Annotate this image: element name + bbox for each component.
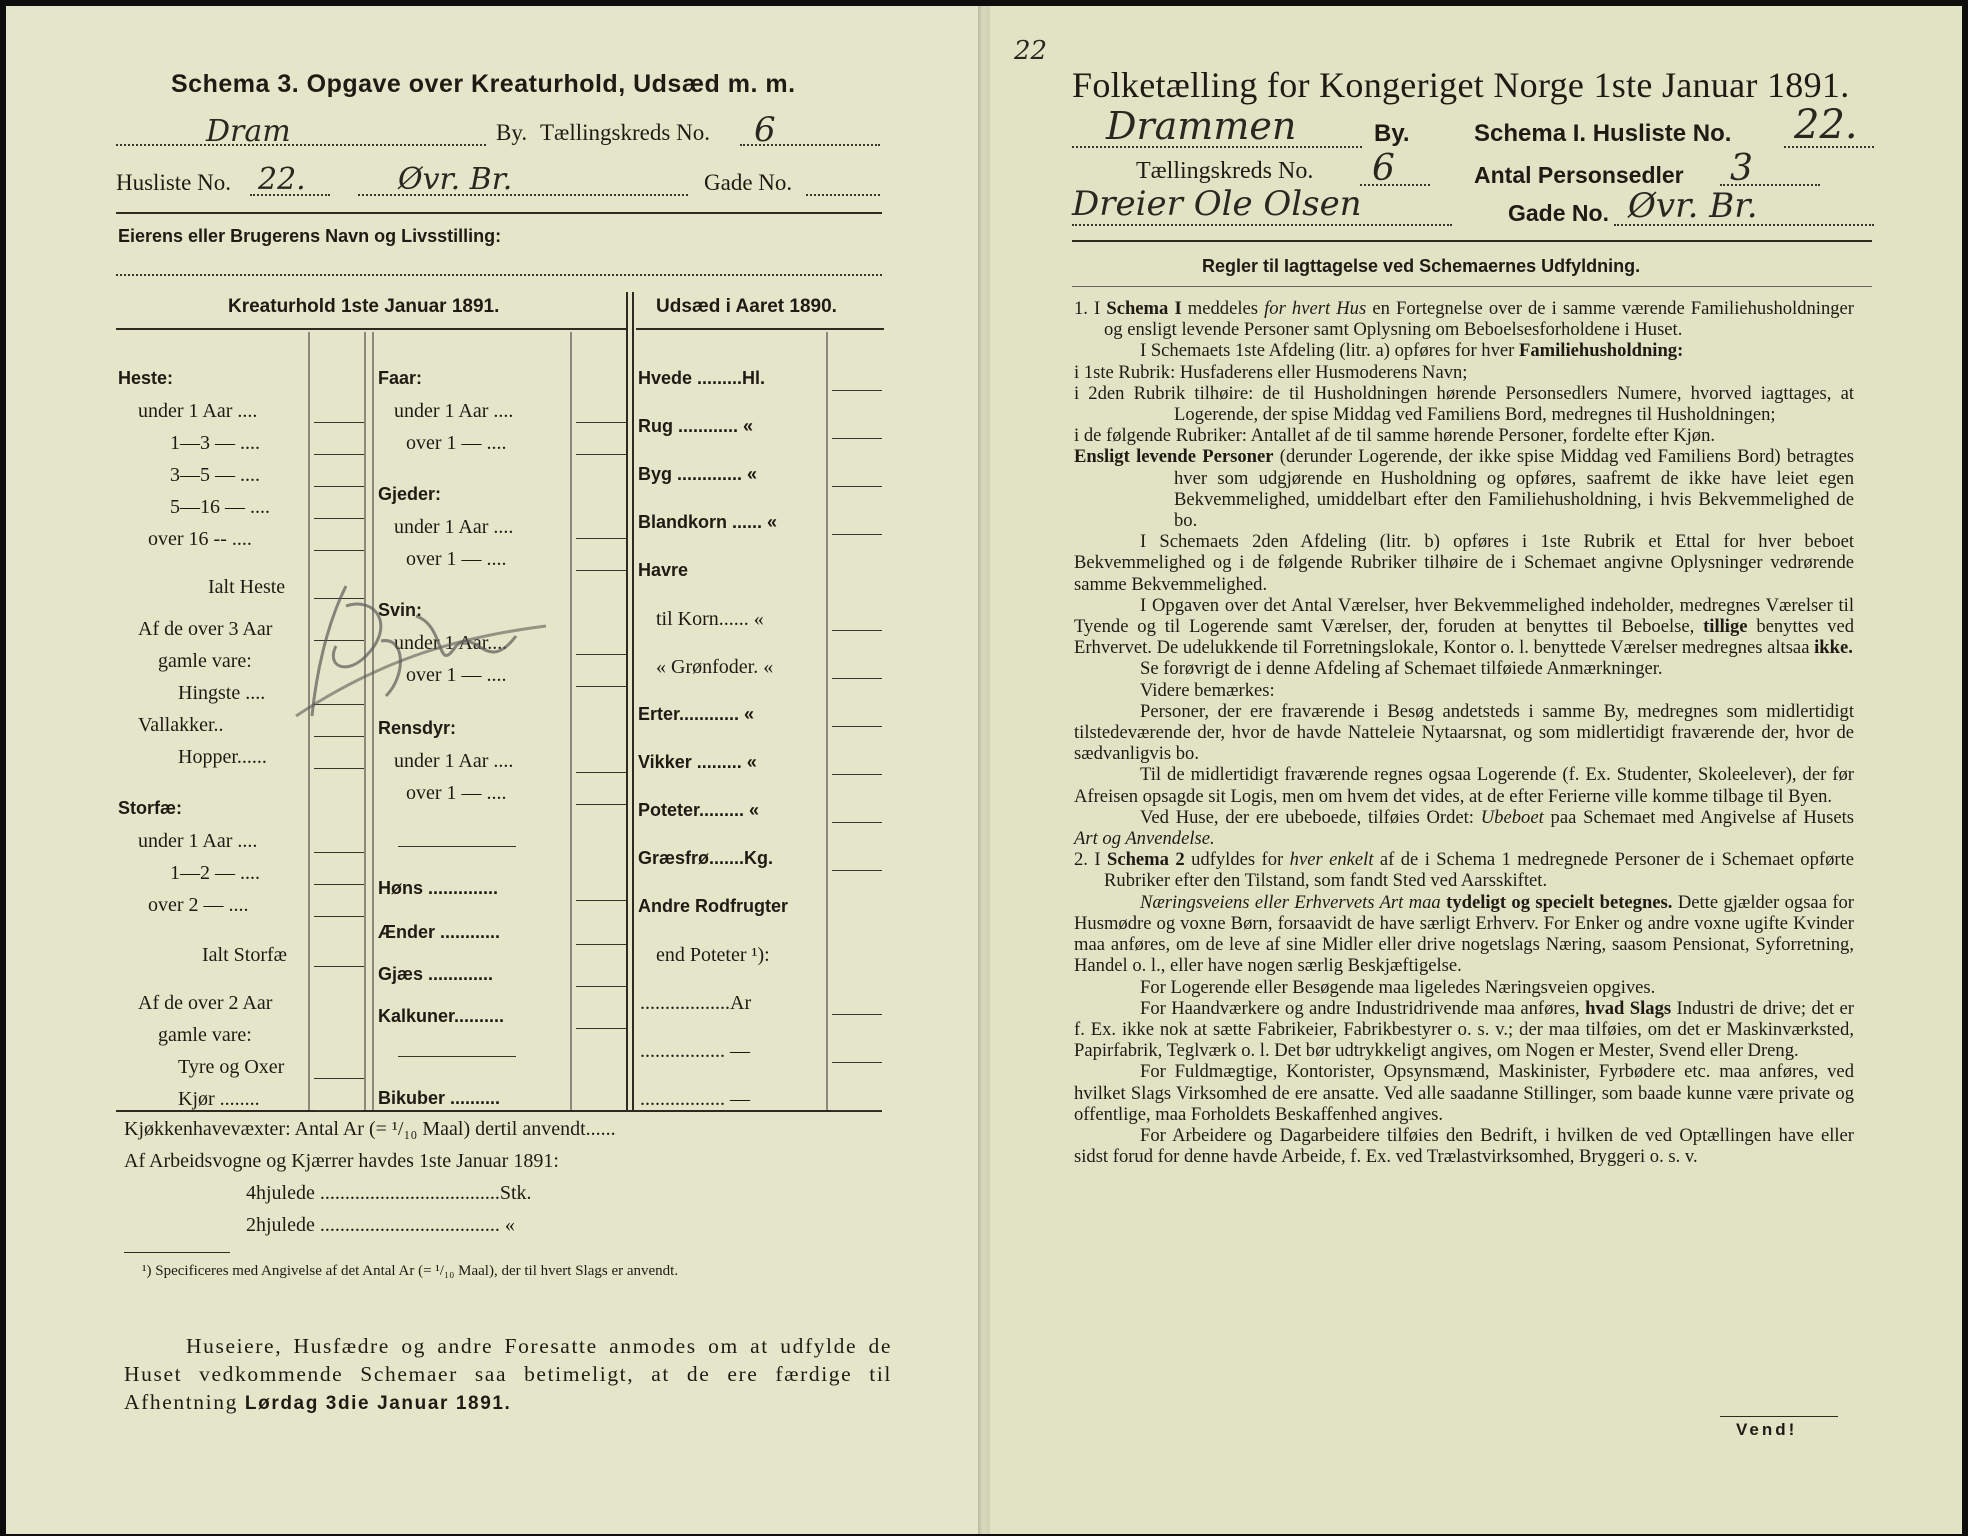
col2-row: Gjeder:: [378, 484, 442, 504]
rules-title: Regler til Iagttagelse ved Schemaernes Udfyldning.: [1202, 256, 1641, 276]
right-page-schema-1: [984, 6, 1962, 1534]
by-value: Dram: [206, 114, 291, 149]
col2-row: Gjæs .............: [378, 964, 494, 984]
col1-row: under 1 Aar ....: [138, 400, 258, 422]
col1-row: 1—3 — ....: [170, 432, 260, 454]
page-fold: [978, 6, 990, 1534]
col1-row: Ialt Heste: [208, 576, 286, 598]
by-label-right: By.: [1374, 120, 1410, 147]
col2-row: under 1 Aar ....: [394, 750, 514, 772]
col1-row: Af de over 2 Aar: [138, 992, 273, 1014]
col2-row: under 1 Aar ....: [394, 516, 514, 538]
col1-row: over 2 — ....: [148, 894, 249, 916]
col3-row: ................. —: [640, 1040, 750, 1062]
col1-row: 5—16 — ....: [170, 496, 270, 518]
city-value: Drammen: [1106, 104, 1297, 148]
col3-row: Havre: [638, 560, 689, 580]
col3-row: Græsfrø.......Kg.: [638, 848, 774, 868]
col1-row: Ialt Storfæ: [202, 944, 287, 966]
kreaturhold-header: Kreaturhold 1ste Januar 1891.: [228, 296, 500, 317]
closing-notice: Huseiere, Husfædre og andre Foresatte anmodes om at udfylde de Huset vedkommende Schemaer saa betimeligt, at de ere færdige til Afhentning Lørdag 3die Januar 1891.: [124, 1334, 892, 1414]
col2-row: Bikuber ..........: [378, 1088, 501, 1108]
col2-row: over 1 — ....: [406, 664, 507, 686]
col1-row: Vallakker..: [138, 714, 224, 736]
col2-row: Svin:: [378, 600, 423, 620]
husliste-label: Husliste No.: [116, 170, 231, 195]
kreds-value-right: 6: [1372, 148, 1395, 189]
udsaed-header: Udsæd i Aaret 1890.: [656, 296, 837, 317]
gade-label: Gade No.: [704, 170, 793, 195]
page-mark: 22: [1014, 36, 1048, 66]
owner-label: Eierens eller Brugerens Navn og Livsstilling:: [118, 226, 502, 246]
col1-row: Kjør ........: [178, 1088, 260, 1110]
col2-row: Kalkuner..........: [378, 1006, 505, 1026]
footnote: ¹) Specificeres med Angivelse af det Antal Ar (= ¹/₁₀ Maal), der til hvert Slags er anvendt.: [142, 1263, 679, 1279]
gade-value-right: Øvr. Br.: [1628, 186, 1758, 226]
col1-row: 3—5 — ....: [170, 464, 260, 486]
col3-row: ................. —: [640, 1088, 750, 1110]
kjokkenhave-line: Kjøkkenhavevæxter: Antal Ar (= ¹/₁₀ Maal) dertil anvendt......: [124, 1118, 616, 1140]
by-label: By.: [496, 120, 528, 145]
street-value: Øvr. Br.: [398, 162, 513, 197]
col2-row: Høns ..............: [378, 878, 499, 898]
gade-label-right: Gade No.: [1508, 200, 1609, 226]
col1-row: gamle vare:: [158, 1024, 252, 1046]
rules-body: 1. I Schema I meddeles for hvert Hus en Fortegnelse over de i samme værende Familiehusholdninger og ensligt levende Personer samt Oplysning om Beboelsesforholdene i Huset. I Schemaets 1ste Afdeling (litr. a) opføres for hver Familiehusholdning: i 1ste Rubrik: Husfaderens eller Husmoderens Navn; i 2den Rubrik tilhøire: de til Husholdningen hørende Personsedlers Numere, hvorved iagttages, at Logerende, der spise Middag ved Familiens Bord, medregnes til Husholdningen; i de følgende Rubriker: Antallet af de til samme hørende Personer, fordelte efter Kjøn. Ensligt levende Personer (derunder Logerende, der ikke spise Middag ved Familiens Bord) betragtes hver som udgjørende en Husholdning og opføres, saafremt de ikke have leiet egen Bekvemmelighed, umiddelbart efter den Familiehusholdning, i hvis Bekvemmelighed de bo. I Schemaets 2den Afdeling (litr. b) opføres i 1ste Rubrik et Ettal for hver beboet Bekvemmelighed og i de følgende Rubriker tilhøire de i Schemaet angivne Oplysninger vedrørende samme Bekvemmelighed. I Opgaven over det Antal Værelser, hver Bekvemmelighed indeholder, medregnes Værelser til Tyende og til Logerende samt Værelser, der, foruden at benyttes til Beboelse, tillige benyttes ved Erhvervet. De udelukkende til Forretningslokale, Kontor o. l. benyttede Værelser medregnes altsaa ikke. Se forøvrigt de i denne Afdeling af Schemaet tilføiede Anmærkninger. Videre bemærkes: Personer, der ere fraværende i Besøg andetsteds i samme By, medregnes som midlertidigt tilstedeværende der, hvor de havde Natteleie Nytaarsnat, og som midlertidigt fraværende der, hvor de sædvanligvis bo. Til de midlertidigt fraværende regnes ogsaa Logerende (f. Ex. Studenter, Skoleelever), der før Afreisen opsagde sit Logis, men om hvem det vides, at de efter Ferierne ville komme tilbage til Byen. Ved Huse, der ere ubeboede, tilføies Ordet: Ubeboet paa Schemaet med Angivelse af Husets Art og Anvendelse. 2. I Schema 2 udfyldes for hver enkelt af de i Schema 1 medregnede Personer de i Schemaet opførte Rubriker efter den Tilstand, som fandt Sted ved Aarsskiftet. Næringsveiens eller Erhvervets Art maa tydeligt og specielt betegnes. Dette gjælder ogsaa for Husmødre og voxne Børn, forsaavidt de have særligt Erhverv. For Enker og andre voxne ugifte Kvinder maa anføres, om de leve af sine Midler eller drive nogetslags Næring, saasom Pensionat, Syforretning, Handel o. l., eller have nogen særlig Beskjæftigelse. For Logerende eller Besøgende maa ligeledes Næringsveien opgives. For Haandværkere og andre Industridrivende maa anføres, hvad Slags Industri de drive; det er f. Ex. ikke nok at sætte Fabrikeier, Fabrikbestyrer o. s. v.; der maa tilføies, om det er Maskinværksted, Papirfabrik, Teglværk o. l. Det bør udtrykkeligt angives, om Nogen er Mester, Svend eller Dreng. For Fuldmægtige, Kontorister, Opsynsmænd, Maskinister, Fyrbødere etc. maa anføres, ved hvilket Slags Virksomhed de ere ansatte. Ved alle saadanne Stillinger, som baade kunne være private og offentlige, maa Forholdets Beskaffenhed angives. For Arbeidere og Dagarbeidere tilføies den Bedrift, i hvilken de ved Optællingen have eller sidst forud for denne havde Arbeide, f. Ex. ved Trælastvirksomhed, Bryggeri o. s. v.: [1074, 298, 1855, 1168]
tohjulede-line: 2hjulede .................................... «: [246, 1214, 515, 1236]
col1-row: gamle vare:: [158, 650, 252, 672]
col3-row: Poteter......... «: [638, 800, 760, 820]
col2-row: Ænder ............: [378, 922, 501, 942]
col1-row: Tyre og Oxer: [178, 1056, 285, 1078]
col2-row: Faar:: [378, 368, 423, 388]
col3-row: Andre Rodfrugter: [638, 896, 788, 916]
kreds-label-right: Tællingskreds No.: [1136, 158, 1314, 184]
col3-row: Hvede .........Hl.: [638, 368, 766, 388]
col3-row: til Korn...... «: [656, 608, 764, 630]
husliste-value-right: 22.: [1794, 102, 1858, 148]
col1-row: Heste:: [118, 368, 174, 388]
left-page-schema-3: [6, 6, 984, 1534]
col1-row: under 1 Aar ....: [138, 830, 258, 852]
col1-row: over 16 -- ....: [148, 528, 252, 550]
col3-row: Blandkorn ...... «: [638, 512, 778, 532]
antal-value: 3: [1730, 148, 1753, 189]
col3-row: Vikker ......... «: [638, 752, 757, 772]
owner-value: Dreier Ole Olsen: [1072, 184, 1362, 224]
col3-row: end Poteter ¹):: [656, 944, 770, 966]
vend-label: Vend!: [1736, 1420, 1798, 1439]
kreds-label: Tællingskreds No.: [540, 120, 710, 145]
col2-row: under 1 Aar....: [394, 632, 508, 654]
husliste-value: 22.: [258, 162, 306, 197]
col1-row: Af de over 3 Aar: [138, 618, 273, 640]
handwritten-ingen-stroke: [286, 566, 566, 736]
col1-row: Hopper......: [178, 746, 267, 768]
col3-row: « Grønfoder. «: [656, 656, 774, 678]
col3-row: Rug ............ «: [638, 416, 754, 436]
col1-row: Storfæ:: [118, 798, 182, 818]
col1-row: Hingste ....: [178, 682, 266, 704]
col1-row: 1—2 — ....: [170, 862, 260, 884]
schema3-title: Schema 3. Opgave over Kreaturhold, Udsæd m. m.: [171, 70, 796, 98]
col2-row: over 1 — ....: [406, 432, 507, 454]
kreds-value: 6: [754, 110, 776, 150]
col2-row: over 1 — ....: [406, 782, 507, 804]
arbeidsvogne-line: Af Arbeidsvogne og Kjærrer havdes 1ste Januar 1891:: [124, 1150, 559, 1172]
firhjulede-line: 4hjulede ....................................Stk.: [246, 1182, 532, 1204]
schema1-label: Schema I. Husliste No.: [1474, 120, 1732, 147]
col3-row: Erter............ «: [638, 704, 755, 724]
col3-row: ..................Ar: [640, 992, 752, 1014]
col2-row: Rensdyr:: [378, 718, 457, 738]
census-title: Folketælling for Kongeriget Norge 1ste Januar 1891.: [1072, 65, 1850, 105]
col2-row: under 1 Aar ....: [394, 400, 514, 422]
col3-row: Byg ............. «: [638, 464, 758, 484]
col2-row: over 1 — ....: [406, 548, 507, 570]
antal-label: Antal Personsedler: [1474, 162, 1684, 188]
